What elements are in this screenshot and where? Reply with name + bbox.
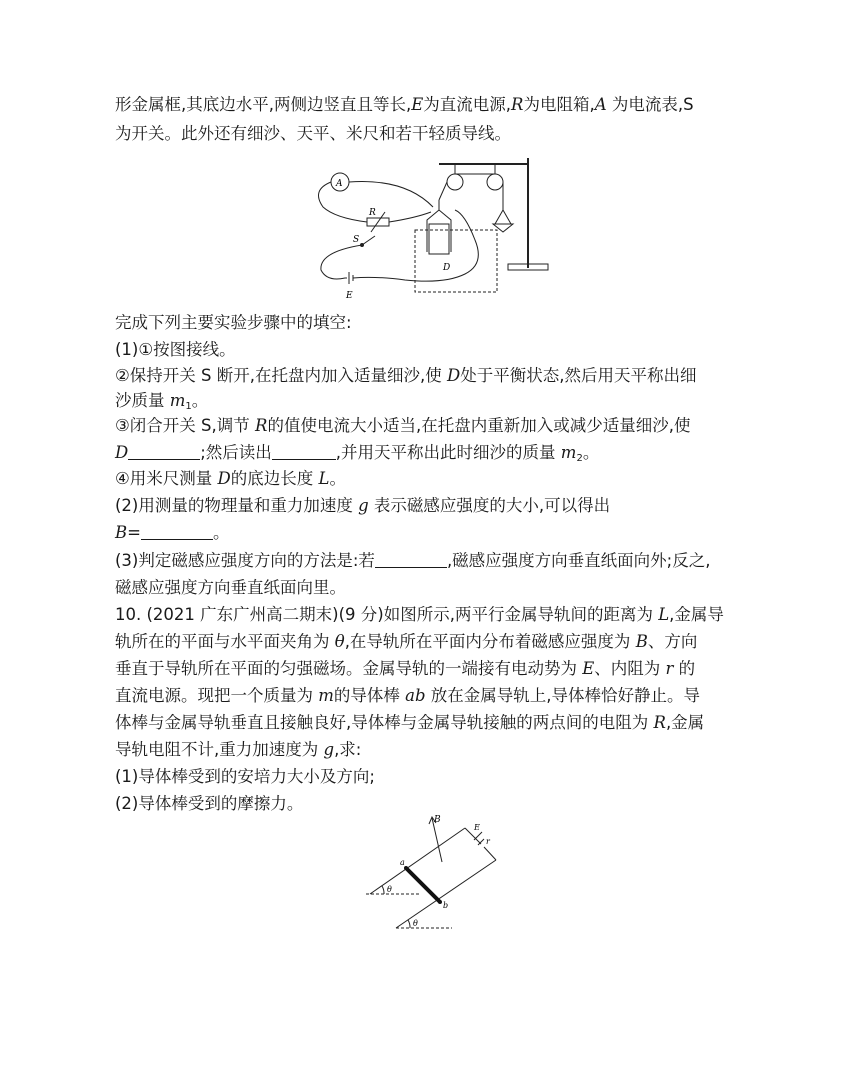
angle-arc bbox=[382, 886, 384, 894]
text: ,金属 bbox=[665, 713, 705, 732]
problem-10-line-3 bbox=[115, 657, 695, 681]
rod-end-b bbox=[438, 900, 442, 904]
label-end-b: b bbox=[443, 901, 449, 910]
text: 形金属框,其底边水平,两侧边竖直且等长, bbox=[115, 95, 412, 114]
text: 的导体棒 bbox=[333, 686, 406, 705]
text: ④用米尺测量 bbox=[115, 469, 218, 488]
wire bbox=[319, 182, 368, 222]
var-A: A bbox=[594, 95, 607, 114]
problem-10-line-4 bbox=[115, 684, 700, 708]
text: 10. (2021 广东广州高二期末)(9 分)如图所示,两平行金属导轨间的距离为 bbox=[115, 605, 659, 624]
intro-line-1 bbox=[115, 93, 694, 117]
text: 导轨电阻不计,重力加速度为 bbox=[115, 740, 324, 759]
angle-arc bbox=[408, 920, 410, 928]
label-frame: D bbox=[443, 263, 451, 273]
var-theta: θ bbox=[334, 632, 345, 651]
text: 垂直于导轨所在平面的匀强磁场。金属导轨的一端接有电动势为 bbox=[115, 659, 583, 678]
equals: = bbox=[127, 523, 141, 542]
var-m: m bbox=[560, 443, 577, 462]
var-m: m bbox=[169, 391, 186, 410]
step-2-line-1 bbox=[115, 364, 697, 388]
wire bbox=[321, 245, 362, 279]
answer-blank[interactable] bbox=[375, 551, 447, 568]
var-R: R bbox=[511, 95, 524, 114]
var-E: E bbox=[411, 95, 424, 114]
step-4 bbox=[115, 467, 346, 491]
text: ,在导轨所在平面内分布着磁感应强度为 bbox=[344, 632, 636, 651]
var-L: L bbox=[318, 469, 330, 488]
text: 、方向 bbox=[647, 632, 698, 651]
text: 轨所在的平面与水平面夹角为 bbox=[115, 632, 335, 651]
text: 的底边长度 bbox=[230, 469, 319, 488]
subscript: 2 bbox=[576, 453, 583, 464]
string bbox=[495, 210, 503, 224]
text: ,调节 bbox=[211, 416, 256, 435]
label-resistance: r bbox=[486, 837, 490, 846]
var-S: S bbox=[201, 416, 212, 435]
question-3-line-1 bbox=[115, 549, 711, 573]
var-E: E bbox=[582, 659, 595, 678]
question-2-line-1 bbox=[115, 494, 610, 518]
text: 。 bbox=[329, 469, 346, 488]
problem-10-line-1 bbox=[115, 603, 724, 627]
answer-blank[interactable] bbox=[141, 523, 213, 540]
wire bbox=[389, 212, 431, 222]
text: 。 bbox=[191, 391, 209, 410]
wire bbox=[349, 182, 433, 207]
problem-10-question-2: (2)导体棒受到的摩擦力。 bbox=[115, 794, 304, 813]
var-D: D bbox=[217, 469, 231, 488]
var-D: D bbox=[115, 443, 129, 462]
question-2-line-2 bbox=[115, 521, 229, 545]
var-D: D bbox=[447, 366, 461, 385]
var-R: R bbox=[255, 416, 268, 435]
pulley-left bbox=[447, 174, 463, 190]
text: 表示磁感应强度的大小,可以得出 bbox=[368, 496, 611, 515]
subscript: 1 bbox=[185, 401, 192, 412]
end-wire bbox=[484, 847, 496, 860]
switch-blade bbox=[362, 236, 375, 245]
text: 沙质量 bbox=[115, 391, 170, 410]
var-B: B bbox=[635, 632, 648, 651]
text: ,并用天平称出此时细沙的质量 bbox=[335, 443, 561, 462]
label-end-a: a bbox=[400, 858, 405, 867]
problem-10-line-6 bbox=[115, 738, 361, 762]
var-L: L bbox=[658, 605, 670, 624]
label-field: B bbox=[434, 815, 441, 825]
text: ;然后读出 bbox=[200, 443, 272, 462]
problem-10-line-5 bbox=[115, 711, 704, 735]
var-S: S bbox=[201, 366, 212, 385]
text: 直流电源。现把一个质量为 bbox=[115, 686, 319, 705]
problem-10-question-1: (1)导体棒受到的安培力大小及方向; bbox=[115, 767, 375, 786]
text: 的 bbox=[673, 659, 696, 678]
conductor-rod bbox=[406, 868, 440, 902]
text: ③闭合开关 bbox=[115, 416, 202, 435]
text: 为电流表, bbox=[606, 95, 684, 114]
text: 、内阻为 bbox=[594, 659, 666, 678]
figure-balance-circuit bbox=[305, 152, 555, 300]
string bbox=[503, 210, 511, 224]
text: 。 bbox=[212, 523, 230, 542]
text: 。 bbox=[582, 443, 600, 462]
text: 的值使电流大小适当,在托盘内重新加入或减少适量细沙,使 bbox=[267, 416, 691, 435]
battery-plate bbox=[474, 832, 482, 840]
intro-line-2: 为开关。此外还有细沙、天平、米尺和若干轻质导线。 bbox=[115, 124, 511, 143]
var-S: S bbox=[683, 95, 694, 114]
steps-heading: 完成下列主要实验步骤中的填空: bbox=[115, 313, 352, 332]
text: (3)判定磁感应强度方向的方法是:若 bbox=[115, 551, 375, 570]
string bbox=[439, 182, 447, 200]
text: 为电阻箱, bbox=[523, 95, 595, 114]
wire bbox=[353, 210, 478, 281]
answer-blank[interactable] bbox=[128, 443, 200, 460]
text: ,磁感应强度方向垂直纸面向外;反之, bbox=[446, 551, 711, 570]
metal-frame bbox=[427, 210, 451, 252]
question-3-line-2: 磁感应强度方向垂直纸面向里。 bbox=[115, 578, 346, 597]
text: (2)用测量的物理量和重力加速度 bbox=[115, 496, 359, 515]
text: 体棒与金属导轨垂直且接触良好,导体棒与金属导轨接触的两点间的电阻为 bbox=[115, 713, 654, 732]
label-switch: S bbox=[353, 235, 360, 245]
step-3-line-1 bbox=[115, 414, 690, 438]
label-resistor: R bbox=[369, 208, 376, 218]
rail-upper bbox=[370, 828, 465, 894]
label-emf: E bbox=[474, 823, 480, 832]
text: 为直流电源, bbox=[423, 95, 512, 114]
label-ammeter: A bbox=[336, 179, 343, 189]
text: 断开,在托盘内加入适量细沙,使 bbox=[211, 366, 448, 385]
pulley-right bbox=[487, 174, 503, 190]
var-g: g bbox=[358, 496, 369, 515]
var-m: m bbox=[318, 686, 334, 705]
problem-10-line-2 bbox=[115, 630, 697, 654]
text: 处于平衡状态,然后用天平称出细 bbox=[460, 366, 697, 385]
var-ab: ab bbox=[405, 686, 426, 705]
label-source: E bbox=[346, 291, 353, 300]
sand-tray bbox=[493, 224, 513, 232]
frame-rect bbox=[429, 224, 449, 254]
label-angle-bottom: θ bbox=[413, 919, 418, 928]
label-angle-top: θ bbox=[387, 885, 392, 894]
text: 放在金属导轨上,导体棒恰好静止。导 bbox=[425, 686, 701, 705]
text: ②保持开关 bbox=[115, 366, 202, 385]
answer-blank[interactable] bbox=[272, 443, 336, 460]
step-1: (1)①按图接线。 bbox=[115, 340, 236, 359]
var-r: r bbox=[665, 659, 674, 678]
text: ,求: bbox=[334, 740, 362, 759]
var-g: g bbox=[323, 740, 335, 759]
figure-inclined-rails bbox=[360, 810, 510, 932]
var-B: B bbox=[115, 523, 128, 542]
var-R: R bbox=[653, 713, 666, 732]
text: ,金属导 bbox=[669, 605, 724, 624]
